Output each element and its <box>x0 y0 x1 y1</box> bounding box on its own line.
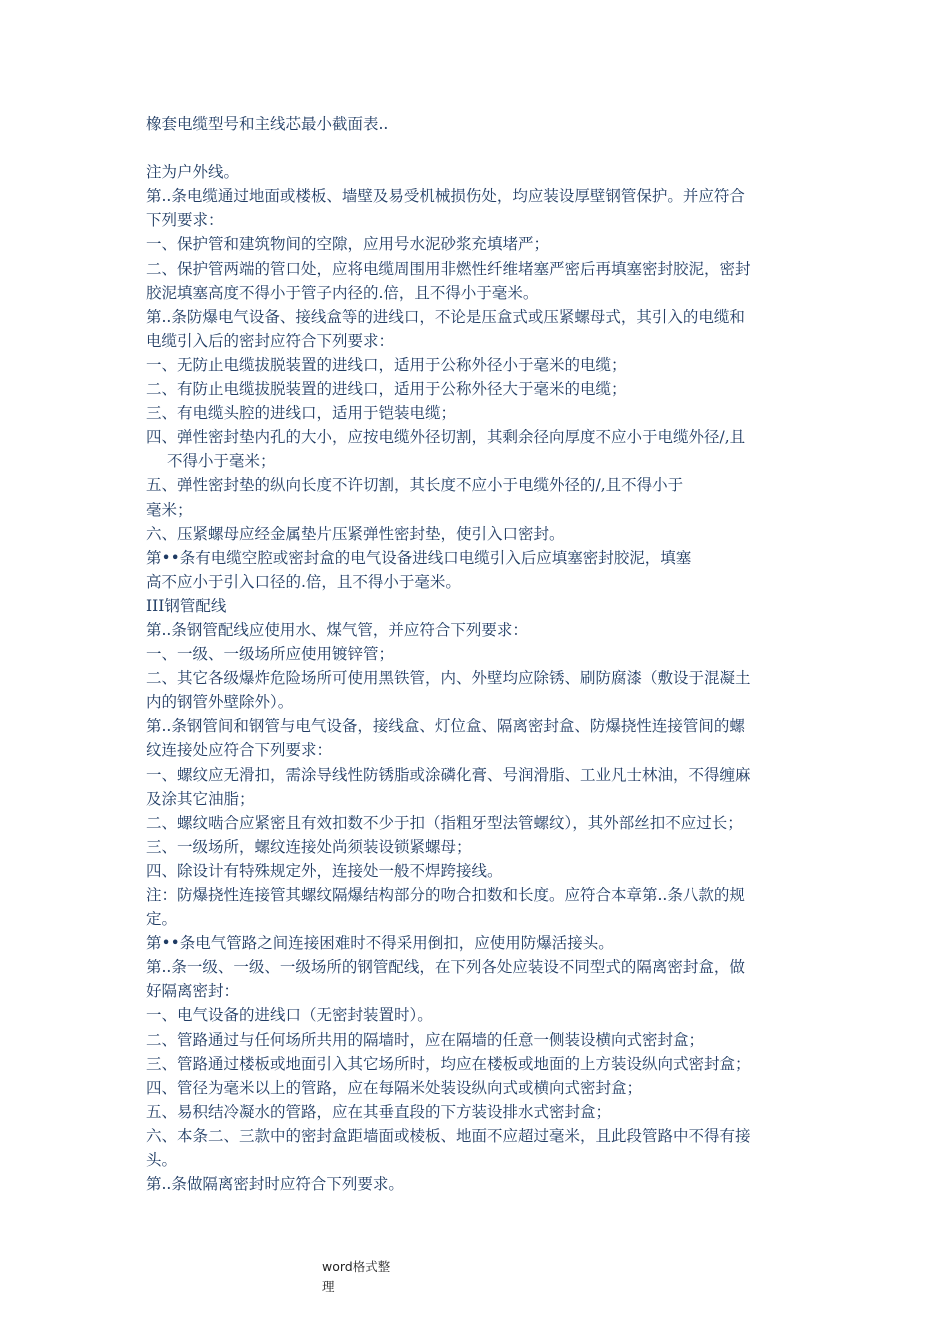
text-line: III钢管配线 <box>146 596 227 615</box>
text-line: 三、管路通过楼板或地面引入其它场所时，均应在楼板或地面的上方装设纵向式密封盒； <box>146 1054 751 1073</box>
text-line: 电缆引入后的密封应符合下列要求： <box>146 331 395 350</box>
text-line: 下列要求： <box>146 211 224 230</box>
text-line: 六、本条二、三款中的密封盒距墙面或棱板、地面不应超过毫米，且此段管路中不得有接 <box>146 1126 751 1145</box>
text-line: 一、一级、一级场所应使用镀锌管； <box>146 645 395 664</box>
text-line: 二、有防止电缆拔脱装置的进线口，适用于公称外径大于毫米的电缆； <box>146 380 627 399</box>
text-line: 第..条钢管间和钢管与电气设备，接线盒、灯位盒、隔离密封盒、防爆挠性连接管间的螺 <box>146 717 745 736</box>
text-line: 三、一级场所，螺纹连接处尚须装设锁紧螺母； <box>146 837 472 856</box>
text-line: 二、保护管两端的管口处，应将电缆周围用非燃性纤维堵塞严密后再填塞密封胶泥，密封 <box>146 259 751 278</box>
page-footer <box>322 1257 390 1297</box>
text-line: 一、保护管和建筑物间的空隙，应用号水泥砂浆充填堵严； <box>146 235 550 254</box>
text-line: 六、压紧螺母应经金属垫片压紧弹性密封垫，使引入口密封。 <box>146 524 565 543</box>
text-line: 注为户外线。 <box>146 163 240 182</box>
text-line: 一、无防止电缆拔脱装置的进线口，适用于公称外径小于毫米的电缆； <box>146 355 627 374</box>
text-line: 注：防爆挠性连接管其螺纹隔爆结构部分的吻合扣数和长度。应符合本章第..条八款的规 <box>146 886 745 904</box>
text-line <box>146 136 826 160</box>
text-line: 第..条做隔离密封时应符合下列要求。 <box>146 1175 404 1194</box>
text-line: 第..条防爆电气设备、接线盒等的进线口，不论是压盒式或压紧螺母式，其引入的电缆和 <box>146 307 745 326</box>
text-line: 及涂其它油脂； <box>146 789 255 808</box>
text-line: 不得小于毫米； <box>167 452 276 471</box>
text-line: 纹连接处应符合下列要求： <box>146 741 333 760</box>
text-line: 五、弹性密封垫的纵向长度不许切割，其长度不应小于电缆外径的/,且不得小于 <box>146 476 684 495</box>
text-line: 高不应小于引入口径的.倍，且不得小于毫米。 <box>146 572 461 591</box>
text-line: 第..条钢管配线应使用水、煤气管，并应符合下列要求： <box>146 620 528 639</box>
text-line: 橡套电缆型号和主线芯最小截面表.. <box>146 115 389 133</box>
text-line: 四、除设计有特殊规定外，连接处一般不焊跨接线。 <box>146 861 503 880</box>
text-line: 第••条有电缆空腔或密封盒的电气设备进线口电缆引入后应填塞密封胶泥，填塞 <box>146 548 692 567</box>
text-line: 二、管路通过与任何场所共用的隔墙时，应在隔墙的任意一侧装设横向式密封盒； <box>146 1030 705 1049</box>
text-line: 头。 <box>146 1151 178 1170</box>
text-line: 第••条电气管路之间连接困难时不得采用倒扣，应使用防爆活接头。 <box>146 934 614 953</box>
text-line: 二、其它各级爆炸危险场所可使用黑铁管，内、外壁均应除锈、刷防腐漆（敷设于混凝土 <box>146 669 751 688</box>
text-line: 内的钢管外壁除外）。 <box>146 693 294 712</box>
text-line: 胶泥填塞高度不得小于管子内径的.倍，且不得小于毫米。 <box>146 283 539 302</box>
text-line: 毫米； <box>146 500 193 519</box>
text-line: 二、螺纹啮合应紧密且有效扣数不少于扣（指粗牙型法管螺纹），其外部丝扣不应过长； <box>146 813 743 832</box>
footer-text-line-1: word格式整 <box>322 1259 391 1274</box>
text-line: 定。 <box>146 910 178 929</box>
text-line: 第..条电缆通过地面或楼板、墙壁及易受机械损伤处，均应装设厚壁钢管保护。并应符合 <box>146 187 745 206</box>
text-line: 五、易积结冷凝水的管路，应在其垂直段的下方装设排水式密封盒； <box>146 1102 612 1121</box>
text-line: 好隔离密封： <box>146 982 240 1001</box>
text-line: 四、管径为毫米以上的管路，应在每隔米处装设纵向式或横向式密封盒； <box>146 1078 643 1097</box>
document-body <box>146 112 826 1196</box>
text-line: 一、螺纹应无滑扣，需涂导线性防锈脂或涂磷化膏、号润滑脂、工业凡士林油，不得缠麻 <box>146 765 751 784</box>
text-line: 三、有电缆头腔的进线口，适用于铠装电缆； <box>146 404 457 423</box>
text-line: 四、弹性密封垫内孔的大小，应按电缆外径切割，其剩余径向厚度不应小于电缆外径/,且 <box>146 428 746 447</box>
footer-text-line-2: 理 <box>322 1279 335 1294</box>
text-line: 第..条一级、一级、一级场所的钢管配线，在下列各处应装设不同型式的隔离密封盒，做 <box>146 958 745 977</box>
text-line: 一、电气设备的进线口（无密封装置时）。 <box>146 1006 433 1025</box>
